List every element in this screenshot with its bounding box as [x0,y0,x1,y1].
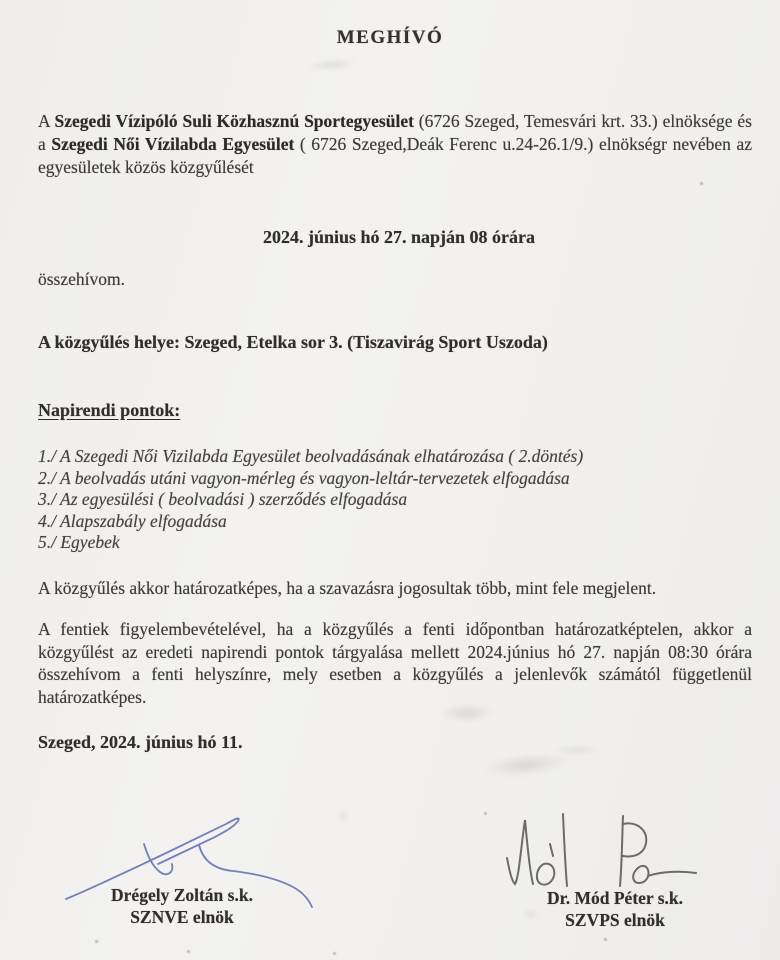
scan-artifact [296,56,369,75]
agenda-list [38,446,583,554]
mod-signature [495,800,715,900]
venue-line: A közgyűlés helye: Szeged, Etelka sor 3. (Tiszavirág Sport Uszoda) [38,332,548,352]
repeat-convene-paragraph: A fentiek figyelembevételével, ha a közgyűlés a fenti időpontban határozatképtelen, akkor a közgyűlést az eredeti napirendi pontok tárgyalása mellett 2024.június hó 27. napján 08:30 órára összehívom a fenti helyszínre, mely esetben a közgyűlés a jelenlevők számától függetlenül határozatképes. [38,619,752,707]
signatory-right-role: SZVPS elnök [565,910,665,930]
meeting-datetime: 2024. június hó 27. napján 08 órára [262,227,536,247]
agenda-item: 1./ A Szegedi Női Vizilabda Egyesület beolvadásának elhatározása ( 2.döntés) [38,446,584,466]
scan-artifact [520,908,542,920]
scan-artifact [604,938,607,941]
scan-artifact [95,940,98,943]
intro-paragraph: A Szegedi Vízipóló Suli Közhasznú Sportegyesület (6726 Szeged, Temesvári krt. 33.) elnöksége és a Szegedi Női Vízilabda Egyesület ( 6726 Szeged,Deák Ferenc u.24-26.1/9.) elnökségr nevében az egyesületek közös közgyűlését [38,111,752,177]
place-date-line: Szeged, 2024. június hó 11. [38,732,243,752]
signatory-left-name: Drégely Zoltán s.k. [111,885,253,905]
signatory-right-name: Dr. Mód Péter s.k. [546,888,684,908]
scan-artifact [333,952,336,955]
quorum-paragraph: A közgyűlés akkor határozatképes, ha a szavazásra jogosultak több, mint fele megjelent. [38,578,657,598]
agenda-heading: Napirendi pontok: [38,400,181,420]
convene-line: összehívom. [38,269,126,289]
agenda-item: 3./ Az egyesülési ( beolvadási ) szerződés elfogadása [38,489,408,510]
agenda-item: 5./ Egyebek [38,532,120,553]
scan-artifact [700,182,703,185]
scan-artifact [544,744,610,756]
scan-artifact [187,950,190,953]
scan-artifact [336,810,350,822]
agenda-item: 4./ Alapszabály elfogadása [38,510,227,531]
scan-artifact [484,812,487,815]
scan-artifact [430,700,504,726]
signatory-left-role: SZNVE elnök [130,907,234,927]
document-title: MEGHÍVÓ [336,27,444,48]
signatory-left [72,884,292,928]
agenda-item: 2./ A beolvadás utáni vagyon-mérleg és vagyon-leltár-tervezetek elfogadása [38,467,570,488]
